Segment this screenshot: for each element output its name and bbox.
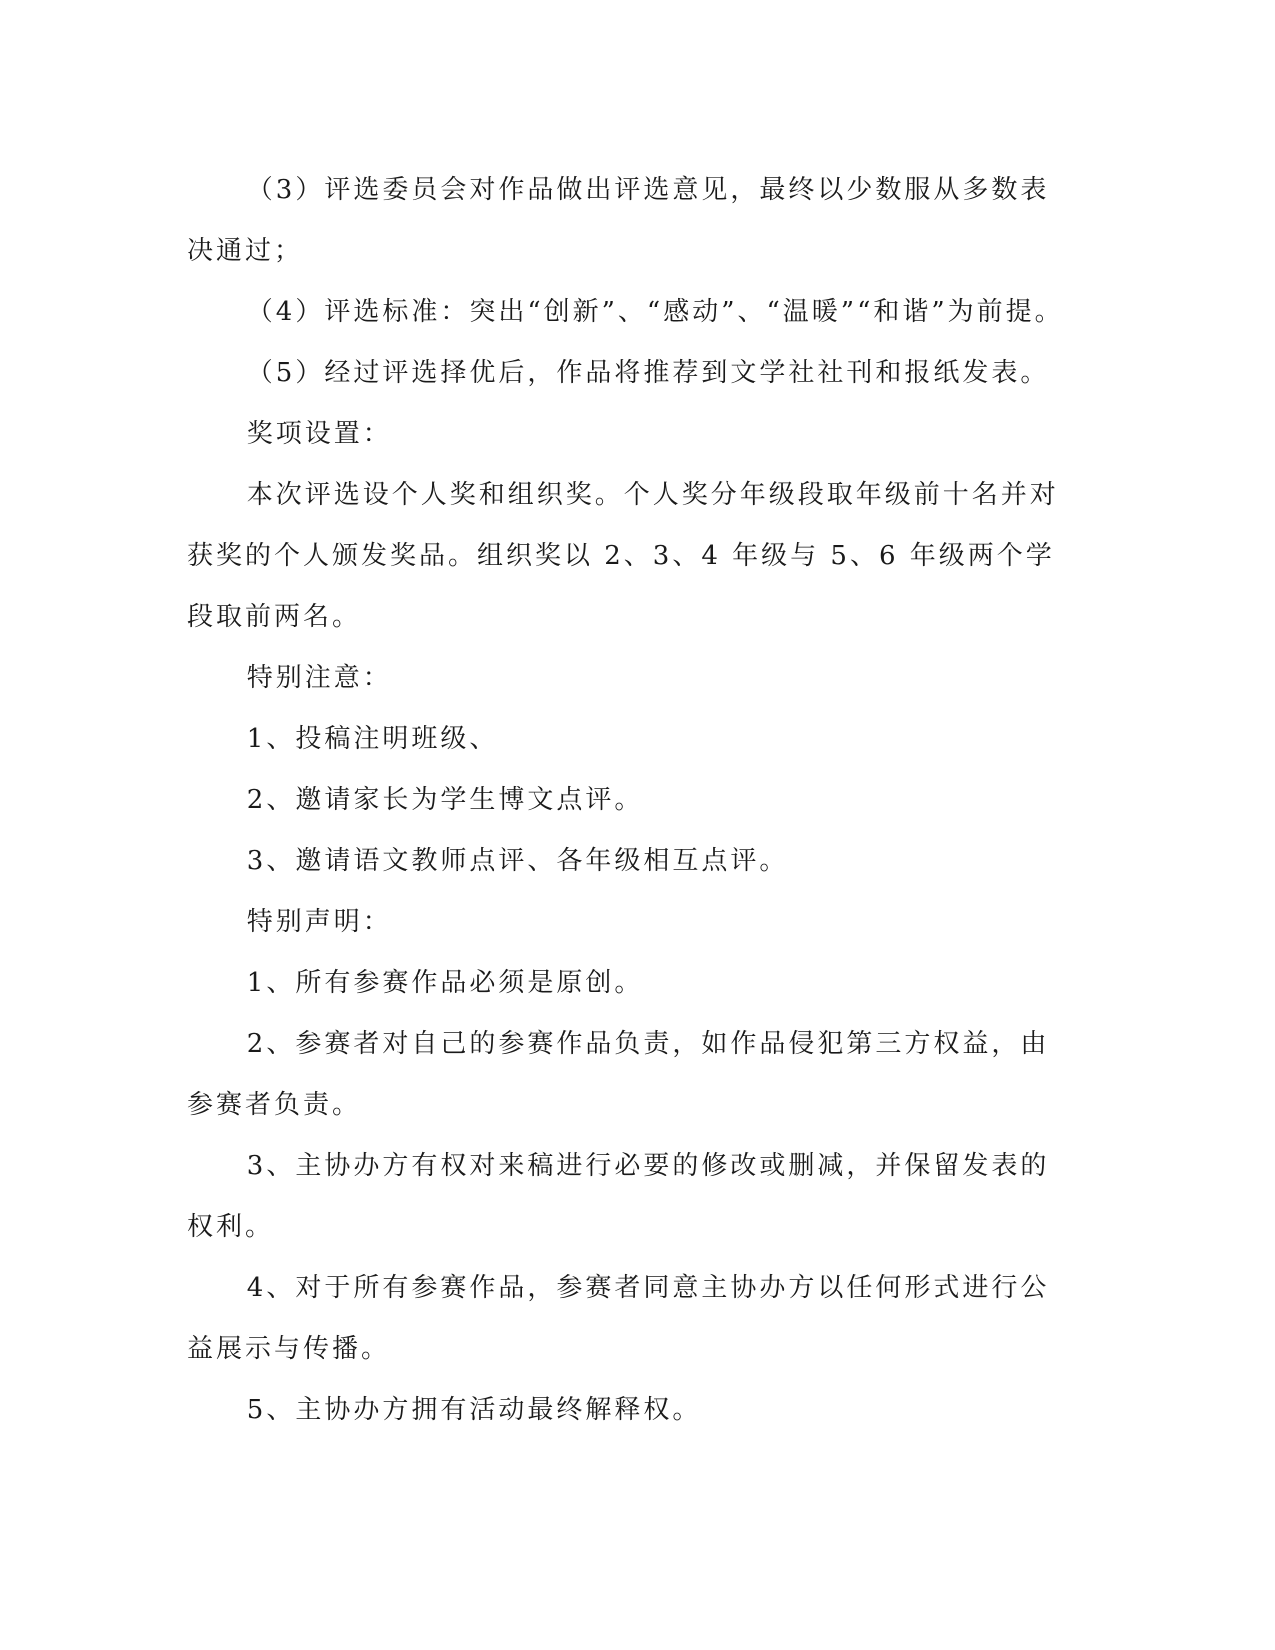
paragraph-rule-3: （3）评选委员会对作品做出评选意见，最终以少数服从多数表决通过； [187,175,1050,266]
document-body [187,160,1067,1441]
statement-item-5: 5、主协办方拥有活动最终解释权。 [246,1395,702,1425]
paragraph-rule-5: （5）经过评选择优后，作品将推荐到文学社社刊和报纸发表。 [246,358,1050,388]
heading-special-notes: 特别注意： [246,663,392,693]
statement-item-1: 1、所有参赛作品必须是原创。 [246,968,644,998]
statement-item-2: 2、参赛者对自己的参赛作品负责，如作品侵犯第三方权益，由参赛者负责。 [187,1029,1050,1120]
statement-item-3: 3、主协办方有权对来稿进行必要的修改或删减，并保留发表的权利。 [187,1151,1050,1242]
note-item-1: 1、投稿注明班级、 [246,724,499,754]
paragraph-awards: 本次评选设个人奖和组织奖。个人奖分年级段取年级前十名并对获奖的个人颁发奖品。组织奖以 2、3、4 年级与 5、6 年级两个学段取前两名。 [187,480,1059,632]
statement-item-4: 4、对于所有参赛作品，参赛者同意主协办方以任何形式进行公益展示与传播。 [187,1273,1050,1364]
note-item-2: 2、邀请家长为学生博文点评。 [246,785,644,815]
heading-special-statement: 特别声明： [246,907,392,937]
paragraph-rule-4: （4）评选标准：突出“创新”、“感动”、“温暖”“和谐”为前提。 [246,297,1064,327]
heading-awards: 奖项设置： [246,419,392,449]
note-item-3: 3、邀请语文教师点评、各年级相互点评。 [246,846,789,876]
